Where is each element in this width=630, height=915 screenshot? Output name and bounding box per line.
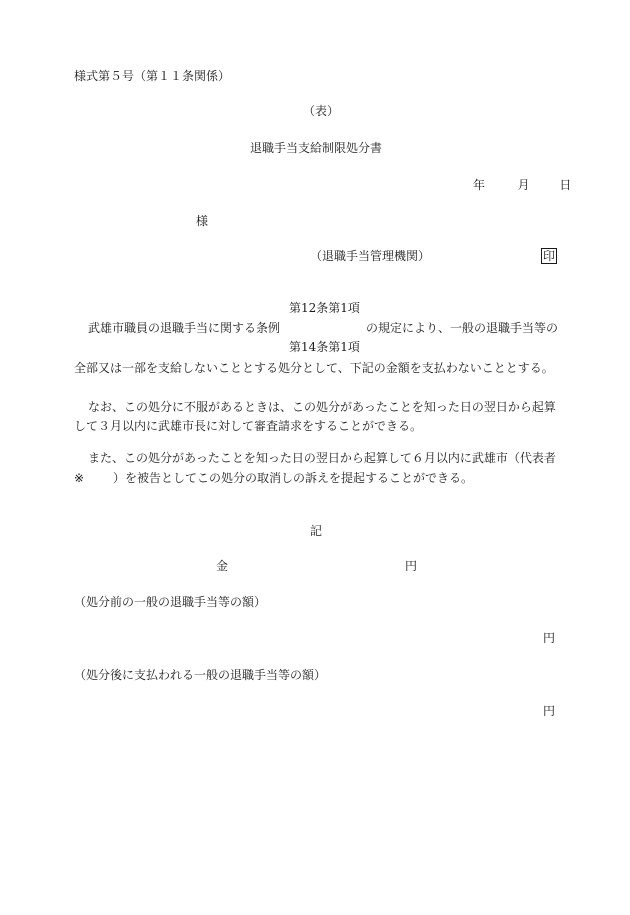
date-year: 年 <box>473 178 486 192</box>
before-amount-yen: 円 <box>543 631 556 645</box>
body-line-2: 全部又は一部を支給しないこととする処分として、下記の金額を支払わないこととする。 <box>74 361 554 375</box>
lawsuit-line-2: ）を被告としてこの処分の取消しの訴えを提起することができる。 <box>113 471 474 485</box>
form-number: 様式第５号（第１１条関係） <box>74 69 231 83</box>
document-title: 退職手当支給制限処分書 <box>250 141 383 155</box>
lawsuit-mark: ※ <box>74 471 85 485</box>
date-day: 日 <box>559 178 572 192</box>
amount-prefix: 金 <box>216 559 229 573</box>
front-label: （表） <box>303 104 340 118</box>
ki-heading: 記 <box>310 524 323 538</box>
objection-line-2: して３月以内に武雄市長に対して審査請求をすることができる。 <box>74 419 423 433</box>
lawsuit-line-1: また、この処分があったことを知った日の翌日から起算して６月以内に武雄市（代表者 <box>88 451 556 465</box>
clause-line-1: 第12条第1項 <box>289 301 360 315</box>
before-amount-label: （処分前の一般の退職手当等の額） <box>74 595 267 609</box>
body-suffix: の規定により、一般の退職手当等の <box>366 321 559 335</box>
body-prefix: 武雄市職員の退職手当に関する条例 <box>88 321 281 335</box>
objection-line-1: なお、この処分に不服があるときは、この処分があったことを知った日の翌日から起算 <box>88 400 556 414</box>
date-line <box>473 177 571 193</box>
issuer-label: （退職手当管理機関） <box>310 249 431 263</box>
amount-yen: 円 <box>405 559 418 573</box>
addressee-honorific: 様 <box>196 214 209 228</box>
after-amount-yen: 円 <box>543 704 556 718</box>
after-amount-label: （処分後に支払われる一般の退職手当等の額） <box>74 668 327 682</box>
date-month: 月 <box>517 178 530 192</box>
seal-mark: 印 <box>543 249 556 263</box>
clause-line-2: 第14条第1項 <box>289 340 360 354</box>
